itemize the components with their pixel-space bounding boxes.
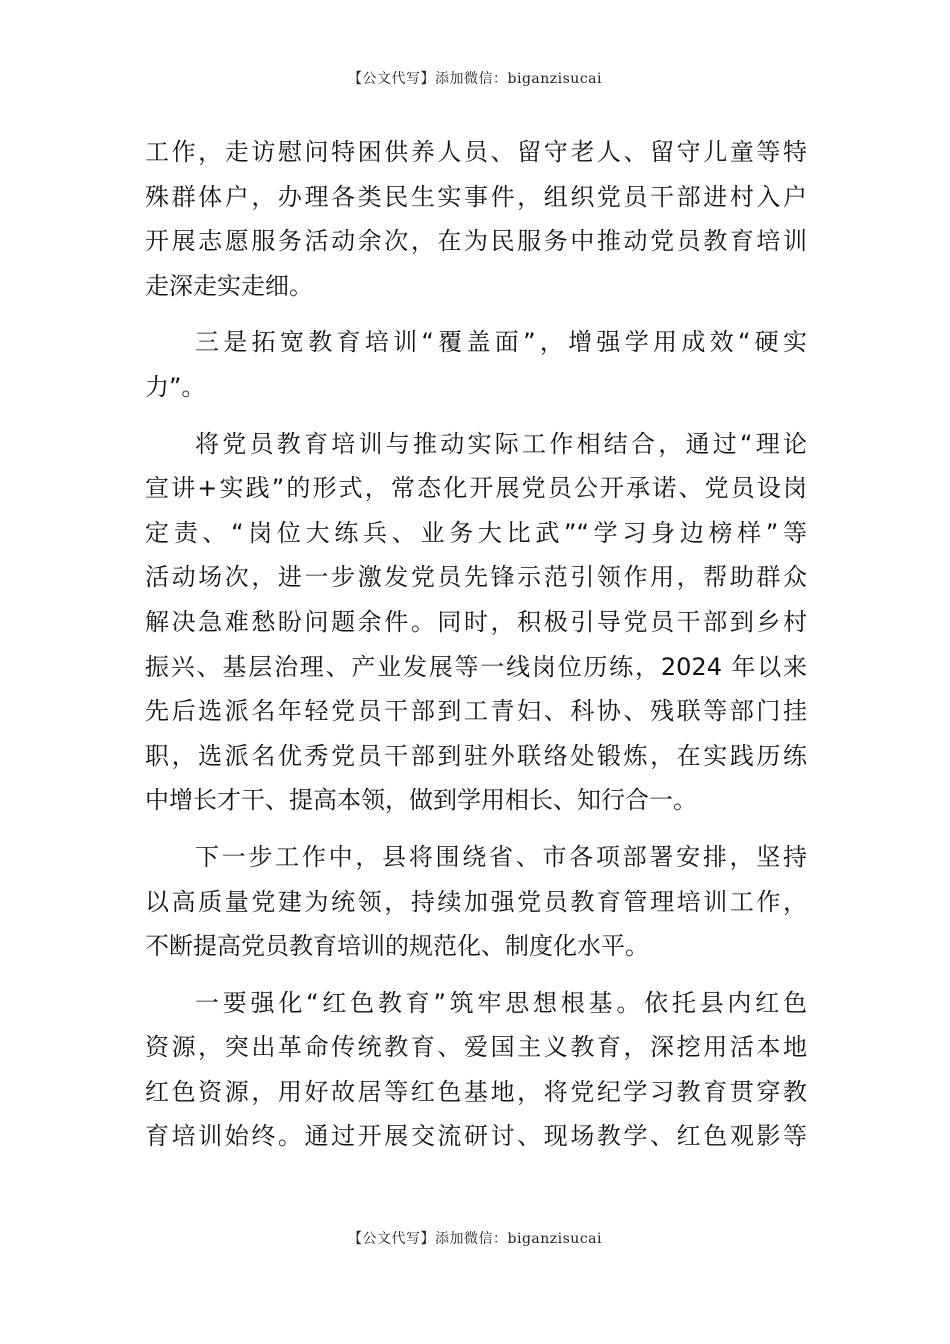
text-line: 资源，突出革命传统教育、爱国主义教育，深挖用活本地 — [145, 1033, 807, 1062]
text-line: 以高质量党建为统领，持续加强党员教育管理培训工作， — [145, 887, 807, 916]
text-line: 振兴、基层治理、产业发展等一线岗位历练，2024 年以来 — [145, 652, 807, 681]
text-line: 红色资源，用好故居等红色基地，将党纪学习教育贯穿教 — [145, 1077, 807, 1106]
page-footer: 【公文代写】添加微信：biganzisucai — [348, 1231, 602, 1247]
document-body — [145, 130, 807, 1171]
text-line: 殊群体户，办理各类民生实事件，组织党员干部进村入户 — [145, 182, 807, 211]
text-line: 职，选派名优秀党员干部到驻外联络处锻炼，在实践历练 — [145, 741, 807, 770]
text-line: 育培训始终。通过开展交流研讨、现场教学、红色观影等 — [145, 1122, 807, 1151]
page-header: 【公文代写】添加微信：biganzisucai — [348, 71, 602, 87]
paragraph — [145, 130, 807, 308]
text-line: 三是拓宽教育培训“覆盖面”，增强学用成效“硬实 — [195, 328, 807, 357]
text-line: 中增长才干、提高本领，做到学用相长、知行合一。 — [145, 786, 697, 815]
text-line: 走深走实走细。 — [145, 271, 313, 300]
text-line: 将党员教育培训与推动实际工作相结合，通过“理论 — [195, 429, 807, 458]
text-line: 力”。 — [145, 372, 206, 401]
paragraph — [145, 981, 807, 1159]
text-line: 解决急难愁盼问题余件。同时，积极引导党员干部到乡村 — [145, 607, 807, 636]
text-line: 工作，走访慰问特困供养人员、留守老人、留守儿童等特 — [145, 138, 807, 166]
text-line: 宣讲+实践”的形式，常态化开展党员公开承诺、党员设岗 — [145, 474, 807, 503]
text-line: 不断提高党员教育培训的规范化、制度化水平。 — [145, 932, 649, 961]
text-line: 一要强化“红色教育”筑牢思想根基。依托县内红色 — [195, 988, 807, 1017]
text-line: 下一步工作中，县将围绕省、市各项部署安排，坚持 — [195, 842, 807, 871]
text-line: 定责、“岗位大练兵、业务大比武”“学习身边榜样”等 — [145, 518, 807, 547]
paragraph — [145, 835, 807, 969]
paragraph — [145, 422, 807, 823]
text-line: 活动场次，进一步激发党员先锋示范引领作用，帮助群众 — [145, 563, 807, 592]
text-line: 先后选派名年轻党员干部到工青妇、科协、残联等部门挂 — [145, 697, 807, 726]
text-line: 开展志愿服务活动余次，在为民服务中推动党员教育培训 — [145, 227, 807, 256]
paragraph — [145, 320, 807, 409]
